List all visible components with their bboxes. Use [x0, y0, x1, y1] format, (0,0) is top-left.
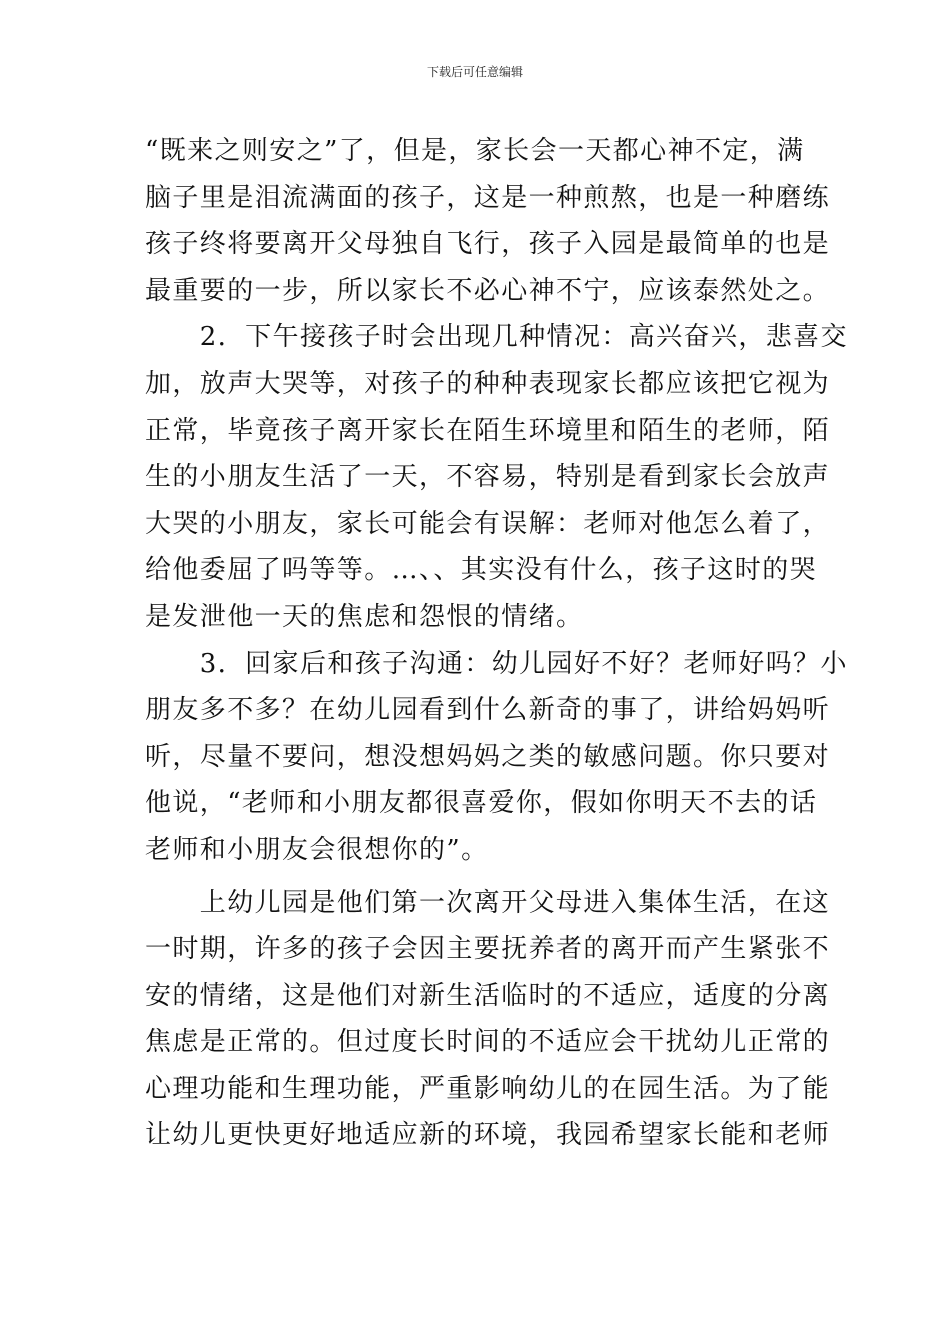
- paragraph-4: [145, 880, 831, 1160]
- text-line: 焦虑是正常的。但过度长时间的不适应会干扰幼儿正常的: [145, 1027, 831, 1058]
- text-line: 心理功能和生理功能，严重影响幼儿的在园生活。为了能: [145, 1073, 831, 1104]
- text-line: 脑子里是泪流满面的孩子，这是一种煎熬，也是一种磨练: [145, 182, 831, 213]
- text-line: 最重要的一步，所以家长不必心神不宁，应该泰然处之。: [145, 275, 831, 306]
- paragraph-2: [145, 314, 848, 640]
- text-line: 让幼儿更快更好地适应新的环境，我园希望家长能和老师: [145, 1120, 831, 1151]
- text-line: “既来之则安之”了，但是，家长会一天都心神不定，满: [145, 136, 805, 166]
- text-line: 一时期，许多的孩子会因主要抚养者的离开而产生紧张不: [145, 934, 831, 965]
- text-line: 正常，毕竟孩子离开家长在陌生环境里和陌生的老师，陌: [145, 415, 831, 446]
- text-line: 孩子终将要离开父母独自飞行，孩子入园是最简单的也是: [145, 229, 831, 260]
- paragraph-1: [145, 128, 831, 314]
- text-line: 生的小朋友生活了一天，不容易，特别是看到家长会放声: [145, 462, 831, 493]
- text-line: 听，尽量不要问，想没想妈妈之类的敏感问题。你只要对: [145, 741, 831, 772]
- text-line: 安的情绪，这是他们对新生活临时的不适应，适度的分离: [145, 980, 831, 1011]
- text-line: 朋友多不多？在幼儿园看到什么新奇的事了，讲给妈妈听: [145, 695, 831, 726]
- document-body: [145, 128, 848, 1159]
- text-line: 是发泄他一天的焦虑和怨恨的情绪。: [145, 601, 584, 632]
- text-line: 大哭的小朋友，家长可能会有误解：老师对他怎么着了，: [145, 508, 831, 539]
- text-line: 加，放声大哭等，对孩子的种种表现家长都应该把它视为: [145, 368, 831, 399]
- page-header: 下载后可任意编辑: [426, 65, 523, 79]
- text-line: 上幼儿园是他们第一次离开父母进入集体生活，在这: [145, 887, 831, 918]
- text-line: 2．下午接孩子时会出现几种情况：高兴奋兴，悲喜交: [145, 322, 848, 353]
- text-line: 3．回家后和孩子沟通：幼儿园好不好？老师好吗？小: [145, 648, 848, 679]
- text-line: 他说，“老师和小朋友都很喜爱你，假如你明天不去的话: [145, 788, 818, 819]
- text-line: 老师和小朋友会很想你的”。: [145, 834, 489, 865]
- text-line: 给他委屈了吗等等。…、、其实没有什么，孩子这时的哭: [145, 555, 818, 586]
- paragraph-3: [145, 641, 848, 874]
